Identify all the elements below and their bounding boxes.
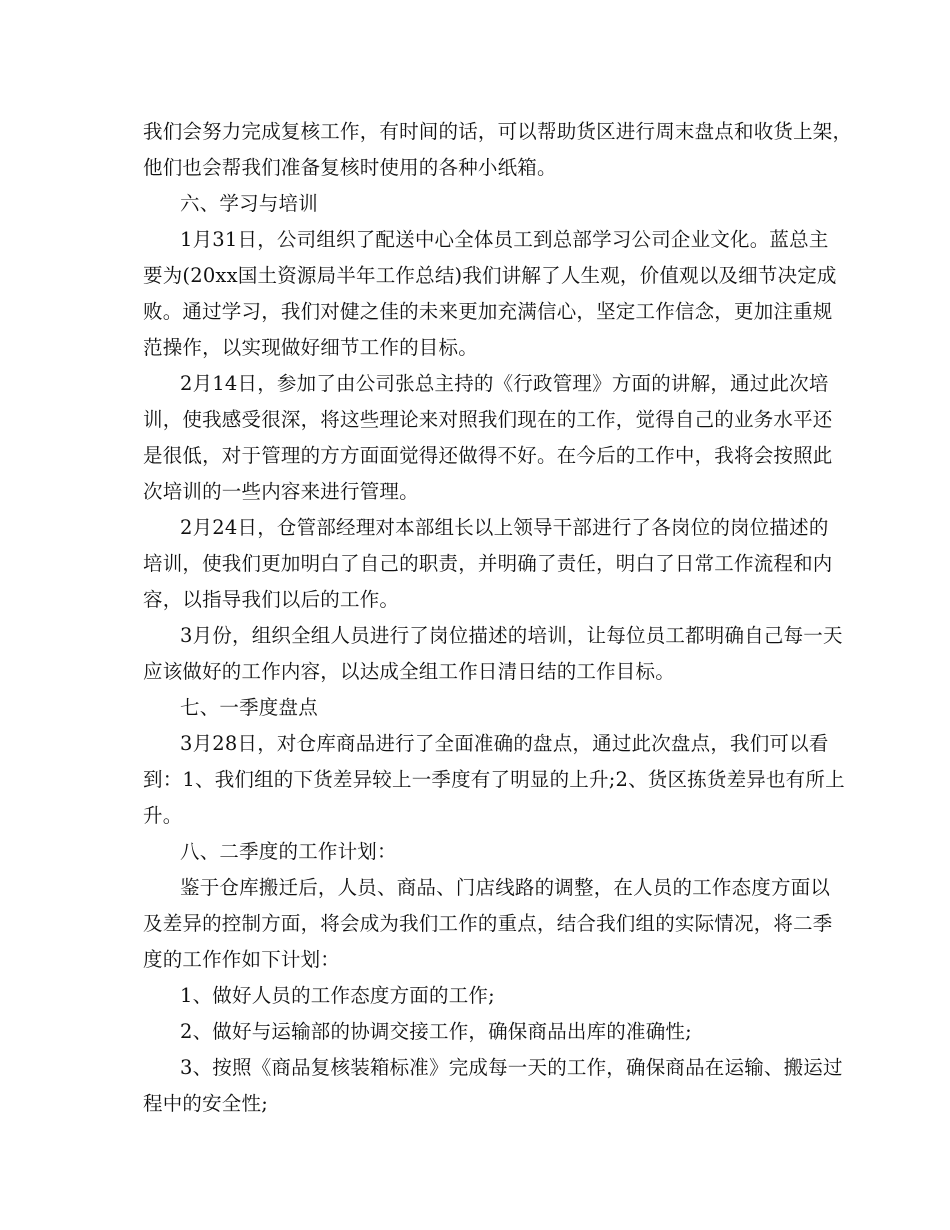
text-line: 他们也会帮我们准备复核时使用的各种小纸箱。 xyxy=(143,156,557,179)
text-line: 1月31日，公司组织了配送中心全体员工到总部学习公司企业文化。蓝总主 xyxy=(180,228,829,251)
text-line: 鉴于仓库搬迁后，人员、商品、门店线路的调整，在人员的工作态度方面以 xyxy=(180,876,831,899)
list-item: 1、做好人员的工作态度方面的工作; xyxy=(180,984,495,1007)
text-line: 度的工作作如下计划： xyxy=(143,948,341,971)
section-heading: 六、学习与培训 xyxy=(180,192,318,215)
text-line: 培训，使我们更加明白了自己的职责，并明确了责任，明白了日常工作流程和内 xyxy=(143,552,833,575)
text-line: 应该做好的工作内容，以达成全组工作日清日结的工作目标。 xyxy=(143,660,675,683)
document-body xyxy=(143,114,853,1122)
text-line: 容，以指导我们以后的工作。 xyxy=(143,588,400,611)
text-line: 3月份，组织全组人员进行了岗位描述的培训，让每位员工都明确自己每一天 xyxy=(180,624,843,647)
text-line: 2月14日，参加了由公司张总主持的《行政管理》方面的讲解，通过此次培 xyxy=(180,372,829,395)
text-line: 2月24日，仓管部经理对本部组长以上领导干部进行了各岗位的岗位描述的 xyxy=(180,516,829,539)
text-line: 是很低，对于管理的方方面面觉得还做得不好。在今后的工作中，我将会按照此 xyxy=(143,444,833,467)
text-line: 3月28日，对仓库商品进行了全面准确的盘点，通过此次盘点，我们可以看 xyxy=(180,732,829,755)
section-heading: 七、一季度盘点 xyxy=(180,696,318,719)
text-line: 败。通过学习，我们对健之佳的未来更加充满信心，坚定工作信念，更加注重规 xyxy=(143,300,833,323)
section-heading: 八、二季度的工作计划： xyxy=(180,840,397,863)
text-line: 到：1、我们组的下货差异较上一季度有了明显的上升;2、货区拣货差异也有所上 xyxy=(143,768,845,791)
text-line: 训，使我感受很深，将这些理论来对照我们现在的工作，觉得自己的业务水平还 xyxy=(143,408,833,431)
list-item: 3、按照《商品复核装箱标准》完成每一天的工作，确保商品在运输、搬运过 xyxy=(180,1056,843,1079)
text-line: 要为(20xx国土资源局半年工作总结)我们讲解了人生观，价值观以及细节决定成 xyxy=(143,264,837,287)
text-line: 升。 xyxy=(143,804,183,827)
text-line: 程中的安全性; xyxy=(143,1092,268,1115)
text-line: 及差异的控制方面，将会成为我们工作的重点，结合我们组的实际情况，将二季 xyxy=(143,912,833,935)
list-item: 2、做好与运输部的协调交接工作，确保商品出库的准确性; xyxy=(180,1020,692,1043)
text-line: 次培训的一些内容来进行管理。 xyxy=(143,480,419,503)
text-line: 我们会努力完成复核工作，有时间的话，可以帮助货区进行周末盘点和收货上架， xyxy=(143,120,853,143)
text-line: 范操作，以实现做好细节工作的目标。 xyxy=(143,336,478,359)
